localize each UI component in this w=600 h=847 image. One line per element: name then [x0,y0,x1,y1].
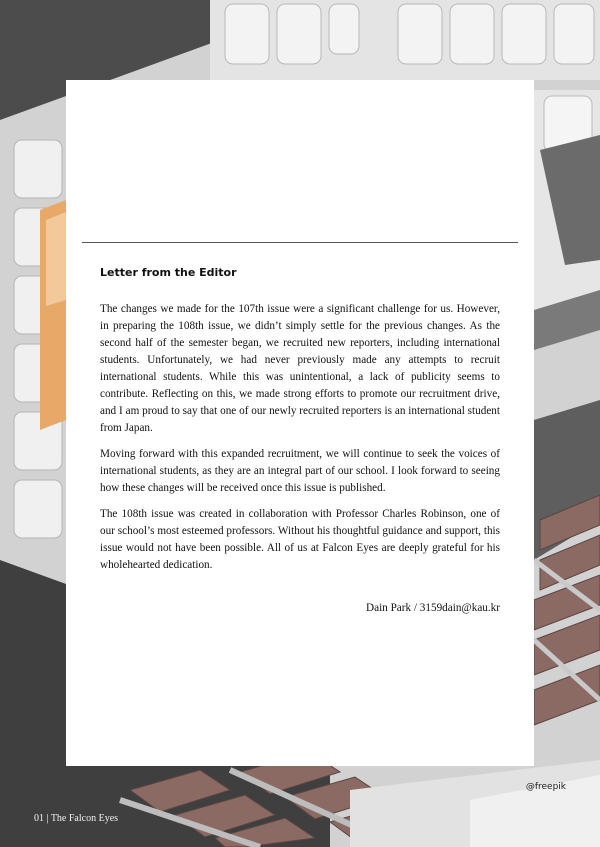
letter-heading: Letter from the Editor [100,266,237,279]
letter-paragraph: The 108th issue was created in collaboration with Professor Charles Robinson, one of our school’s most esteemed professors. Without his thoughtful guidance and support, this issue would not have been possible. All of us at Falcon Eyes are deeply grateful for his wholehearted dedication. [100,508,500,571]
divider-line [82,242,518,243]
page-footer: 01 | The Falcon Eyes [34,813,119,824]
letter-paragraph: Moving forward with this expanded recruitment, we will continue to seek the voices of international students, as they are an integral part of our school. I look forward to seeing how these changes will be received once this issue is published. [100,448,500,494]
image-credit: @freepik [525,782,566,792]
letter-signature: Dain Park / 3159dain@kau.kr [366,602,500,614]
letter-paragraph: The changes we made for the 107th issue were a significant challenge for us. However, in preparing the 108th issue, we didn’t simply settle for the previous changes. As the second half of the semester began, we recruited new reporters, including international students. Unfortunately, we had never previously made any attempts to recruit international students. While this was unintentional, a lack of publicity seems to contribute. Reflecting on this, we made strong efforts to promote our recruitment drive, and I am proud to say that one of our newly recruited reporters is an international student from Japan. [100,303,500,434]
letter-body [100,301,500,583]
letter-card [66,80,534,766]
